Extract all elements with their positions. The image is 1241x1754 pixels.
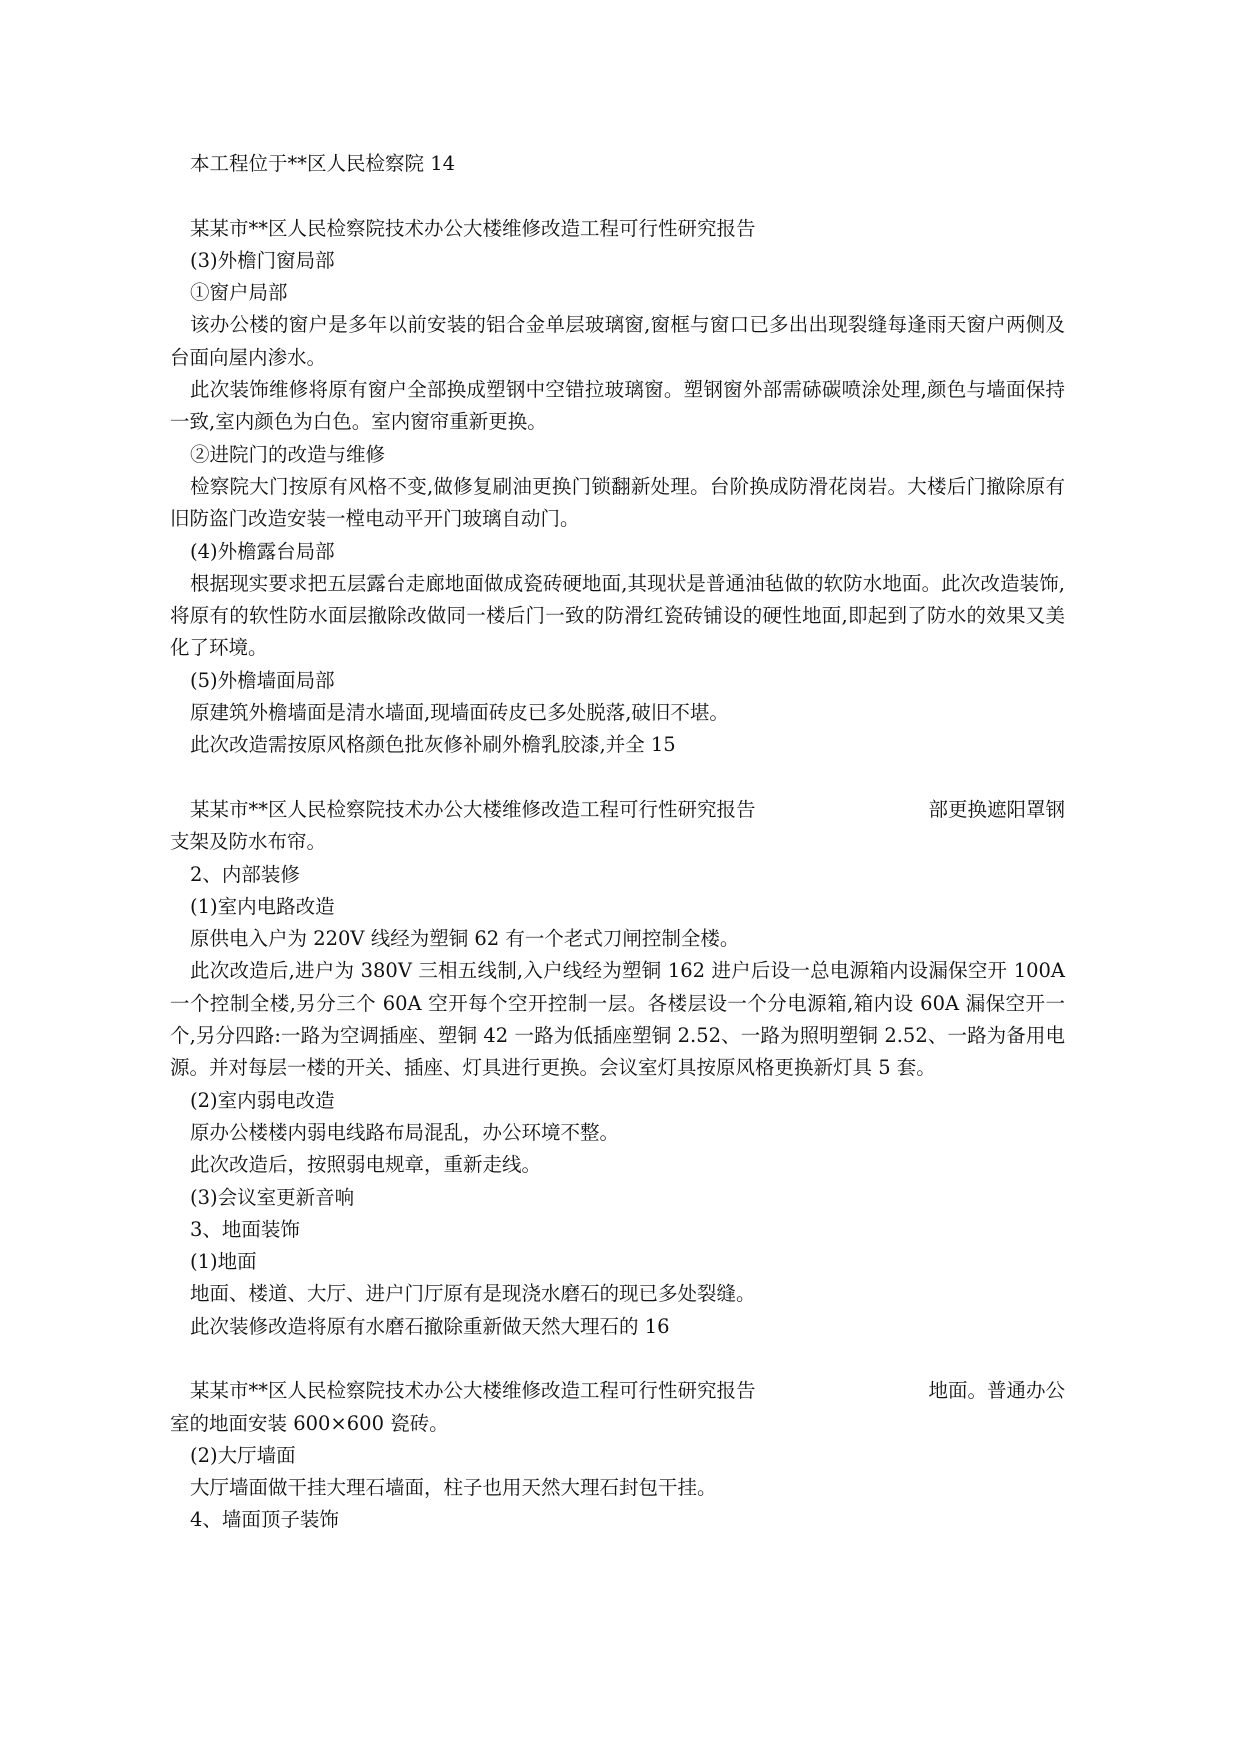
text-line: 此次改造后，按照弱电规章，重新走线。 <box>190 1153 542 1177</box>
text-line: 支架及防水布帘。 <box>170 830 327 854</box>
paragraph: 此次装饰维修将原有窗户全部换成塑钢中空错拉玻璃窗。塑钢窗外部需硳碳喷涂处理,颜色与墙面保持一致,室内颜色为白色。室内窗帘重新更换。 <box>170 378 1065 434</box>
document-page <box>170 148 1065 1537</box>
subsection-heading: (2)室内弱电改造 <box>190 1088 335 1112</box>
text-line: 室的地面安装 600×600 瓷砖。 <box>170 1411 449 1435</box>
subsection-heading: ①窗户局部 <box>190 281 288 305</box>
text-line: 本工程位于**区人民检察院 14 <box>190 152 456 175</box>
paragraph: 检察院大门按原有风格不变,做修复刷油更换门锁翻新处理。台阶换成防滑花岗岩。大楼后门撤除原有旧防盗门改造安装一樘电动平开门玻璃自动门。 <box>170 474 1065 531</box>
section-heading: (3)外檐门窗局部 <box>190 248 335 272</box>
subsection-heading: (3)会议室更新音响 <box>190 1185 355 1209</box>
report-header-row <box>190 794 1065 826</box>
section-heading: (5)外檐墙面局部 <box>190 668 335 692</box>
text-line: 原办公楼楼内弱电线路布局混乱，办公环境不整。 <box>190 1120 620 1144</box>
spacer <box>190 1343 1065 1375</box>
text-line: 此次改造需按原风格颜色批灰修补刷外檐乳胶漆,并全 15 <box>190 733 676 757</box>
section-heading: 2、内部装修 <box>190 862 300 886</box>
text-line: 大厅墙面做干挂大理石墙面，柱子也用天然大理石封包干挂。 <box>190 1476 717 1500</box>
report-header: 某某市**区人民检察院技术办公大楼维修改造工程可行性研究报告 <box>190 216 756 240</box>
spacer <box>190 180 1065 212</box>
subsection-heading: (2)大厅墙面 <box>190 1443 296 1467</box>
paragraph: 此次改造后,进户为 380V 三相五线制,入户线经为塑铜 162 进户后设一总电源箱内设漏保空开 100A 一个控制全楼,另分三个 60A 空开每个空开控制一层。各楼层设一个分电源箱,箱内设 60A 漏保空开一个,另分四路:一路为空调插座、塑铜 42 一路为低插座塑铜 2.52、一路为照明塑铜 2.52、一路为备用电源。并对每层一楼的开关、插座、灯具进行更换。会议室灯具按原风格更换新灯具 5 套。 <box>170 959 1065 1080</box>
report-header: 某某市**区人民检察院技术办公大楼维修改造工程可行性研究报告 <box>190 1379 756 1403</box>
text-line: 原供电入户为 220V 线经为塑铜 62 有一个老式刀闸控制全楼。 <box>190 927 740 951</box>
section-heading: 4、墙面顶子装饰 <box>190 1508 339 1532</box>
text-line: 原建筑外檐墙面是清水墙面,现墙面砖皮已多处脱落,破旧不堪。 <box>190 701 729 725</box>
text-line: 地面、楼道、大厅、进户门厅原有是现浇水磨石的现已多处裂缝。 <box>190 1282 756 1306</box>
subsection-heading: (1)室内电路改造 <box>190 894 335 918</box>
paragraph: 该办公楼的窗户是多年以前安装的铝合金单层玻璃窗,窗框与窗口已多出出现裂缝每逢雨天窗户两侧及台面向屋内渗水。 <box>170 313 1065 369</box>
paragraph: 根据现实要求把五层露台走廊地面做成瓷砖硬地面,其现状是普通油毡做的软防水地面。此次改造装饰,将原有的软性防水面层撤除改做同一楼后门一致的防滑红瓷砖铺设的硬性地面,即起到了防水的效果又美化了环境。 <box>170 571 1065 660</box>
text-line: 此次装修改造将原有水磨石撤除重新做天然大理石的 16 <box>190 1314 670 1338</box>
section-heading: 3、地面装饰 <box>190 1217 300 1241</box>
text-fragment: 部更换遮阳罩钢 <box>928 797 1065 821</box>
subsection-heading: ②进院门的改造与维修 <box>190 442 386 466</box>
subsection-heading: (1)地面 <box>190 1250 257 1274</box>
text-fragment: 地面。普通办公 <box>928 1379 1065 1403</box>
report-header-row <box>190 1375 1065 1407</box>
spacer <box>190 762 1065 794</box>
report-header: 某某市**区人民检察院技术办公大楼维修改造工程可行性研究报告 <box>190 797 756 821</box>
section-heading: (4)外檐露台局部 <box>190 539 335 563</box>
